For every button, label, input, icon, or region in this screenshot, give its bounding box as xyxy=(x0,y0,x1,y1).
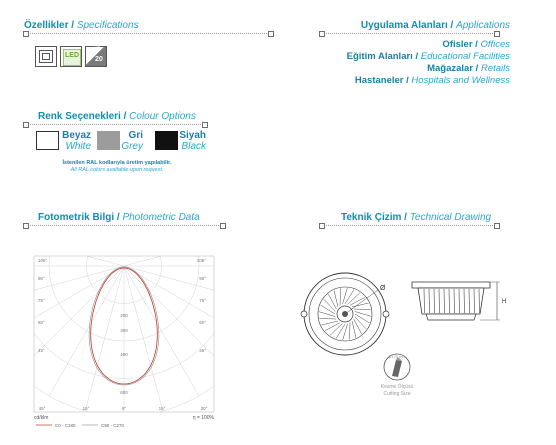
specifications-title-en: Specifications xyxy=(76,20,139,31)
angle-label: 15° xyxy=(158,406,166,411)
photometric-title-tr: Fotometrik Bilgi / xyxy=(38,212,120,223)
legend-c90: C90 - C270 xyxy=(101,423,125,428)
ip-value: 20 xyxy=(95,56,103,63)
application-item-en: Offices xyxy=(480,39,510,50)
angle-label: 30° xyxy=(200,406,208,411)
specifications-heading xyxy=(24,20,139,31)
application-item-tr: Mağazalar / xyxy=(427,63,479,74)
angle-label: 105° xyxy=(196,258,206,263)
angle-label: 90° xyxy=(38,276,45,281)
side-view-drawing xyxy=(404,274,514,336)
led-icon xyxy=(60,46,82,67)
angle-label: 60° xyxy=(38,320,45,325)
divider-marker xyxy=(23,122,29,128)
black-label: Siyah Black xyxy=(179,130,206,152)
application-item xyxy=(347,51,510,62)
radial-value-label: 400 xyxy=(120,352,128,357)
led-label: LED xyxy=(65,52,79,59)
application-item xyxy=(355,75,510,86)
application-item-tr: Eğitim Alanları / xyxy=(346,51,419,62)
angle-label: 45° xyxy=(38,348,45,353)
diffuser xyxy=(426,314,476,320)
cutting-size-label-en: Cutting Size xyxy=(383,391,411,397)
angle-label: 75° xyxy=(199,298,206,303)
application-item xyxy=(442,39,510,50)
colour-divider xyxy=(27,124,205,125)
application-item-en: Educational Facilities xyxy=(420,51,510,62)
application-item-tr: Ofisler / xyxy=(442,39,478,50)
radial-value-label: 300 xyxy=(120,328,128,333)
divider-marker xyxy=(319,223,325,229)
unit-label: cd/klm xyxy=(34,415,49,421)
height-label: H xyxy=(502,299,507,305)
divider-marker xyxy=(23,223,29,229)
angle-label: 105° xyxy=(38,258,48,263)
drawing-divider xyxy=(323,225,497,226)
drawing-title-en: Technical Drawing xyxy=(409,212,492,223)
angle-label: 0° xyxy=(121,406,127,411)
applications-title-en: Applications xyxy=(456,20,510,31)
divider-marker xyxy=(494,223,500,229)
efficiency-label: η = 100% xyxy=(192,415,214,421)
cutting-value: Ø175 mm xyxy=(388,354,406,359)
legend-c0: C0 - C180 xyxy=(55,423,76,428)
divider-marker xyxy=(319,31,325,37)
white-label: Beyaz White xyxy=(62,130,91,152)
divider-marker xyxy=(494,31,500,37)
ip-label: IP xyxy=(95,47,101,53)
polar-diagram xyxy=(30,252,220,432)
angle-label: 90° xyxy=(199,276,206,281)
ip-rating-icon xyxy=(85,46,107,67)
applications-heading xyxy=(361,20,510,31)
divider-marker xyxy=(202,122,208,128)
photometric-heading xyxy=(38,212,200,223)
application-item-en: Retails xyxy=(480,63,510,74)
drawing-title-tr: Teknik Çizim / xyxy=(341,212,407,223)
radial-value-label: 200 xyxy=(120,313,128,318)
angle-label: 15° xyxy=(82,406,90,411)
application-item xyxy=(427,63,510,74)
angle-label: 45° xyxy=(199,348,206,353)
grey-label: Gri Grey xyxy=(121,130,143,152)
applications-title-tr: Uygulama Alanları / xyxy=(360,20,454,31)
double-insulation-icon xyxy=(35,46,57,67)
photometric-divider xyxy=(27,225,223,226)
angle-label: 45° xyxy=(38,406,46,411)
divider-marker xyxy=(23,31,29,37)
application-item-tr: Hastaneler / xyxy=(354,75,409,86)
applications-divider xyxy=(323,33,497,34)
divider-marker xyxy=(220,223,226,229)
mounting-spring-left xyxy=(301,311,307,317)
radial-value-label: 600 xyxy=(120,390,128,395)
angle-label: 75° xyxy=(38,298,45,303)
flange xyxy=(412,282,490,288)
photometric-title-en: Photometric Data xyxy=(122,212,200,223)
mounting-spring-right xyxy=(383,311,389,317)
colour-title-tr: Renk Seçenekleri / xyxy=(38,111,127,122)
front-view-drawing xyxy=(296,266,396,362)
specifications-title-tr: Özellikler / xyxy=(24,20,75,31)
specifications-divider xyxy=(27,33,271,34)
divider-marker xyxy=(268,31,274,37)
cutting-size-label-tr: Kesme Ölçüsü xyxy=(380,384,414,390)
colour-title-en: Colour Options xyxy=(129,111,196,122)
angle-label: 60° xyxy=(199,320,206,325)
technical-drawing-heading xyxy=(341,212,491,223)
colour-options-heading xyxy=(38,111,196,122)
application-item-en: Hospitals and Wellness xyxy=(411,75,510,86)
diameter-label: Ø xyxy=(380,285,386,292)
ral-note: İstenilen RAL kodlarıyla üretim yapılabilir. All RAL colors available upon request. xyxy=(62,160,172,173)
